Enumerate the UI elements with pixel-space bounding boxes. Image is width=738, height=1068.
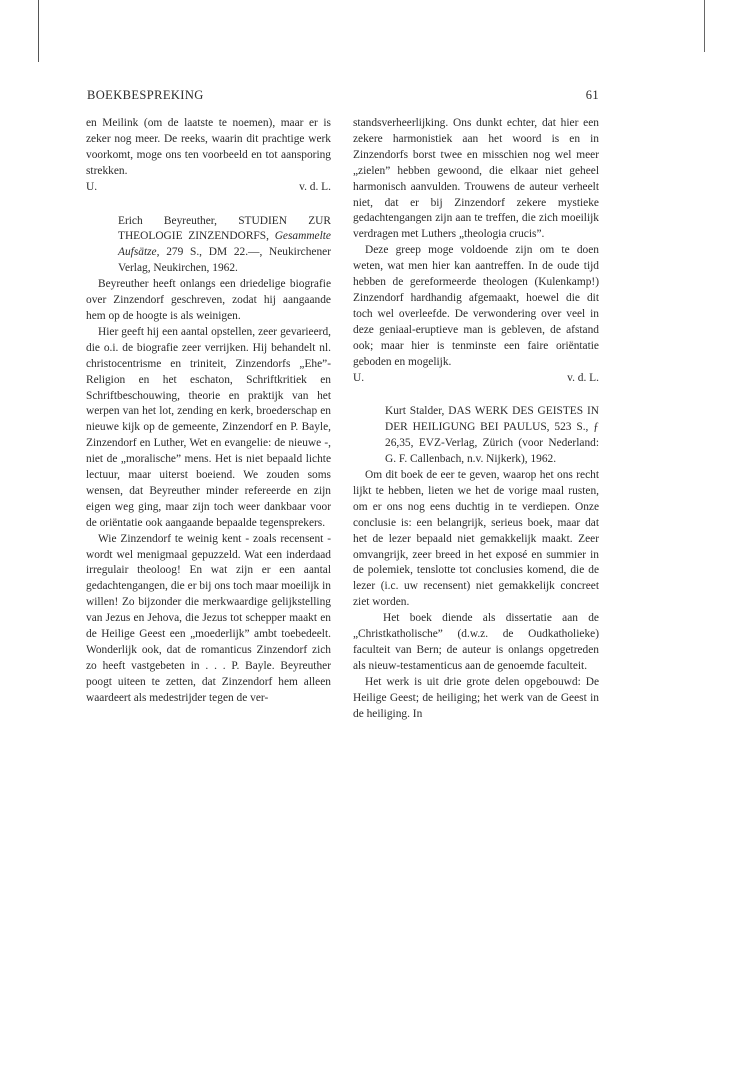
spacer — [86, 196, 331, 212]
running-header — [87, 88, 599, 106]
review-subtitle: Gesammelte Aufsätze, — [118, 230, 331, 259]
scan-edge-left — [38, 0, 39, 62]
right-column — [353, 116, 599, 723]
paragraph: Het werk is uit drie grote delen opgebouwd: De Heilige Geest; de heiliging; het werk van de Geest in de heiliging. In — [353, 675, 599, 720]
review-heading: Kurt Stalder, DAS WERK DES GEISTES IN DER HEILIGUNG BEI PAULUS, 523 S., ƒ 26,35, EVZ-Verlag, Zürich (voor Nederland: G. F. Callenbach, n.v. Nijkerk), 1962. — [385, 405, 599, 466]
paragraph: standsverheerlijking. Ons dunkt echter, dat hier een zekere harmonistiek aan het woord is en in Zinzendorfs borst twee en misschien nog wel meer „zielen” hebben gewoond, die elkaar niet geheel harmonisch aanvulden. Trouwens de auteur verheelt niet, dat er bij Zinzendorf zekere mystieke gedachtengangen zijn aan te treffen, die zich moeilijk verdragen met Luthers „theologia crucis”. — [353, 117, 599, 241]
paragraph: Om dit boek de eer te geven, waarop het ons recht lijkt te hebben, lieten we het de vorige maal rusten, om er ons nog eens duchtig in te verdiepen. Onze conclusie is: een belangrijk, serieus boek, maar dat het de lezer bepaald niet gemakkelijk maakt. Zeer omvangrijk, zeer breed in het exposé en summier in de polemiek, tenslotte tot conclusies komend, die de lezer (i.c. uw recensent) niet gemakkelijk concreet ziet worden. — [353, 469, 599, 609]
paragraph: Hier geeft hij een aantal opstellen, zeer gevarieerd, die o.i. de biografie zeer verrijken. Hij behandelt nl. christocentrisme en triniteit, Zinzendorfs „Ehe”-Religion en het eschaton, Schriftkritiek en Schriftbeschouwing, theorie en praktijk van het werpen van het lot, zending en kerk, broederschap en nieuwe kijk op de gemeente, Zinzendorf en P. Bayle, Zinzendorf en Luther, Wet en evangelie: de nieuwe -, niet de „moralische” mens. Het is niet bepaald lichte lectuur, maar uiterst boeiend. We zouden soms wensen, dat Beyreuther minder refereerde en zijn eigen weg ging, maar zijn toch weer dankbaar voor de oriëntatie ook aangaande bepaalde tegensprekers. — [86, 325, 331, 529]
signature-name: v. d. L. — [299, 180, 331, 193]
intro-paragraph: en Meilink (om de laatste te noemen), maar er is zeker nog meer. De reeks, waarin dit prachtige werk voorkomt, moge ons ten voorbeeld en tot aansporing strekken. — [86, 117, 331, 177]
signature — [86, 180, 331, 196]
left-column — [86, 116, 331, 707]
review-heading — [86, 214, 331, 278]
paragraph: Beyreuther heeft onlangs een driedelige biografie over Zinzendorf geschreven, zodat hij aangaande hem op de hoogte is als weinigen. — [86, 278, 331, 322]
signature-initial: U. — [353, 371, 365, 384]
page-number: 61 — [585, 88, 599, 102]
signature-name: v. d. L. — [567, 371, 599, 384]
review-title: STUDIEN ZUR THEOLOGIE ZINZENDORFS, — [118, 214, 331, 243]
signature-initial: U. — [86, 180, 98, 193]
paragraph: Het boek diende als dissertatie aan de „Christkatholische” (d.w.z. de Oudkatholieke) faculteit van Bern; de auteur is onlangs opgetreden als nieuw-testamenticus aan de genoemde faculteit. — [353, 612, 599, 672]
review-author: Erich Beyreuther, — [118, 214, 217, 227]
spacer — [353, 386, 599, 402]
paragraph: Wie Zinzendorf te weinig kent - zoals recensent - wordt wel menigmaal gepuzzeld. Wat een inderdaad irregulair theoloog! En wat zijn er een aantal gedachtengangen, die er bij ons toch maar moeilijk in willen! Zo bijzonder die merkwaardige gelijkstelling van Jezus en Jehova, die Jezus tot schepper maakt en de Heilige Geest een „moederlijk” ambt toebedeelt. Wonderlijk ook, dat de romanticus Zinzendorf zich zo heeft vastgebeten in . . . P. Bayle. Beyreuther poogt uiteen te zetten, dat Zinzendorf hem alleen waardeert als medestrijder tegen de ver- — [86, 532, 331, 704]
section-title: BOEKBESPREKING — [87, 88, 204, 102]
scan-edge-right — [704, 0, 705, 52]
paragraph: Deze greep moge voldoende zijn om te doen weten, wat men hier kan aantreffen. In de oude tijd hebben de gereformeerde theologen (Kulenkamp!) Zinzendorf hardhandig afgemaakt, hoewel die dit toch wel overleefde. De verwondering over veel in deze geniaal-eruptieve man is gebleven, de afstand ook; maar hier is tenminste een faire oriëntatie geboden en mogelijk. — [353, 244, 599, 368]
review-details: 279 S., DM 22.—, Neukirchener Verlag, Neukirchen, 1962. — [118, 246, 331, 275]
signature — [353, 371, 599, 387]
